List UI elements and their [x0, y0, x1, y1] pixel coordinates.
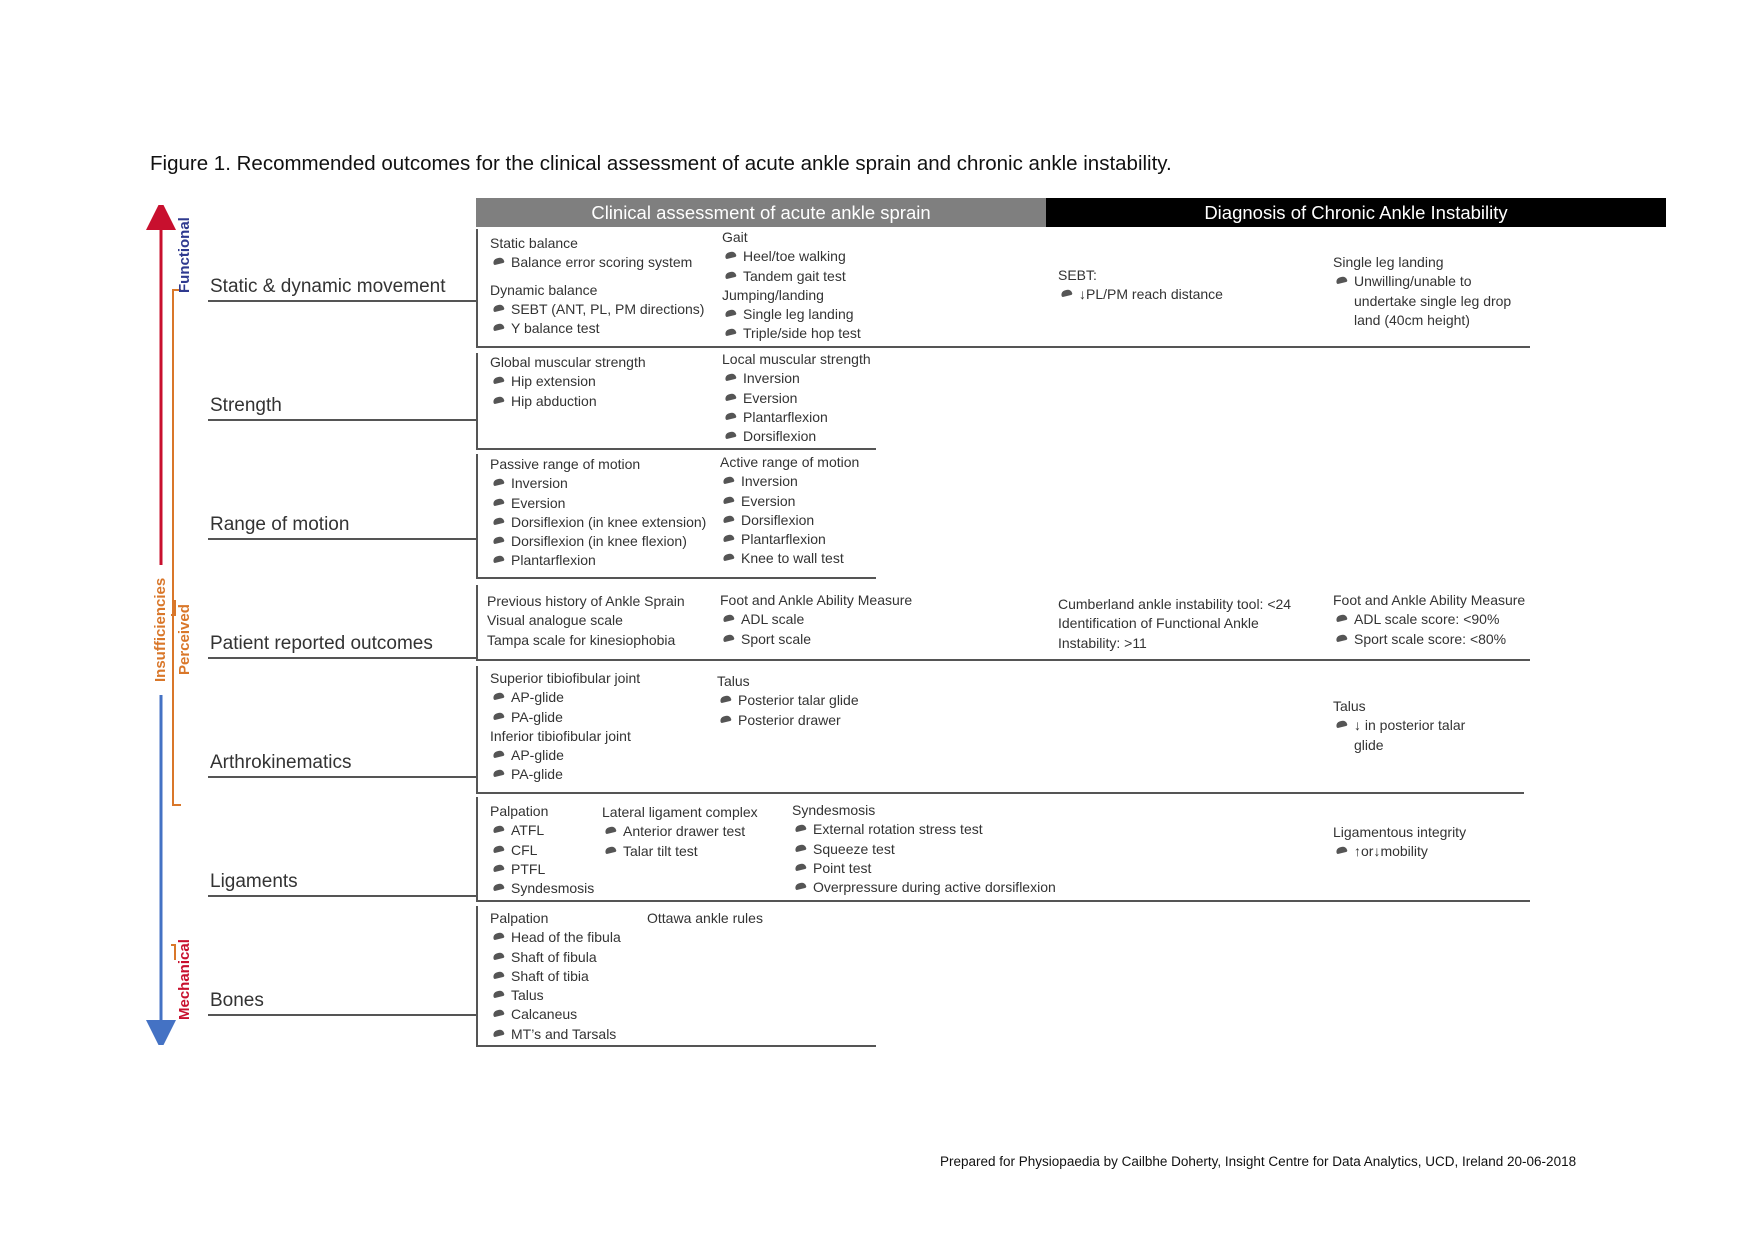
- row-bracket: [476, 666, 478, 794]
- list-item: External rotation stress test: [792, 820, 1056, 839]
- cell-syndesmosis: [792, 801, 1056, 897]
- list-item: Posterior talar glide: [717, 691, 859, 710]
- row-rule: [476, 900, 1530, 902]
- row-underline: [208, 776, 476, 778]
- cell-bone-palpation: [490, 909, 621, 1044]
- list-item: Inversion: [490, 474, 706, 493]
- text-line: Previous history of Ankle Sprain: [487, 593, 685, 609]
- cell-heading: Foot and Ankle Ability Measure: [1333, 592, 1526, 608]
- list-item: Shaft of tibia: [490, 967, 621, 986]
- cell-static-balance: [490, 234, 704, 338]
- list-item: PA-glide: [490, 708, 640, 727]
- cell-heading: SEBT:: [1058, 267, 1097, 283]
- cell-talus: [717, 672, 859, 730]
- list-item: Triple/side hop test: [722, 324, 861, 343]
- list-item: Balance error scoring system: [490, 253, 704, 272]
- list-item: Dorsiflexion: [720, 511, 859, 530]
- list-item: AP-glide: [490, 688, 640, 707]
- row-underline: [208, 1014, 476, 1016]
- row-underline: [208, 895, 476, 897]
- cell-global-strength: [490, 353, 646, 411]
- row-label-static-dynamic: Static & dynamic movement: [210, 276, 446, 297]
- list-item: PTFL: [490, 860, 594, 879]
- text-line: Tampa scale for kinesiophobia: [487, 631, 676, 648]
- list-item: CFL: [490, 841, 594, 860]
- cell-heading: Ottawa ankle rules: [647, 910, 763, 926]
- cell-heading: Static balance: [490, 235, 578, 251]
- list-item: ↓ in posterior talar glide: [1333, 716, 1493, 755]
- list-item: Point test: [792, 859, 1056, 878]
- list-item: Head of the fibula: [490, 928, 621, 947]
- cell-pro-faam: [720, 591, 912, 649]
- cell-heading: Active range of motion: [720, 454, 860, 470]
- cell-ottawa: [647, 909, 763, 928]
- list-item: Hip abduction: [490, 392, 646, 411]
- list-item: ADL scale: [720, 610, 912, 629]
- row-bracket: [476, 229, 478, 347]
- list-item: SEBT (ANT, PL, PM directions): [490, 300, 704, 319]
- row-rule: [476, 448, 876, 450]
- cell-heading: Global muscular strength: [490, 354, 646, 370]
- list-item: Eversion: [490, 494, 706, 513]
- cell-ligament-palpation: [490, 802, 594, 898]
- cell-gait: [722, 228, 861, 344]
- mechanical-bracket: [171, 945, 175, 960]
- list-item: Plantarflexion: [720, 530, 859, 549]
- cell-heading: Jumping/landing: [722, 286, 824, 303]
- text-line: Cumberland ankle instability tool: <24: [1058, 596, 1292, 612]
- row-label-bones: Bones: [210, 990, 264, 1011]
- text-line: Identification of Functional Ankle: [1058, 615, 1259, 632]
- row-underline: [208, 538, 476, 540]
- list-item: Inversion: [722, 369, 871, 388]
- row-bracket: [476, 585, 478, 661]
- row-bracket: [476, 353, 478, 450]
- row-bracket: [476, 797, 478, 902]
- list-item: Dorsiflexion (in knee flexion): [490, 532, 706, 551]
- row-underline: [208, 300, 476, 302]
- cell-lateral-ligament: [602, 803, 758, 861]
- axis-label-mechanical: Mechanical: [176, 939, 193, 1020]
- cell-cai-ligamentous: [1333, 823, 1466, 862]
- row-label-ligaments: Ligaments: [210, 871, 298, 892]
- row-rule: [476, 792, 1524, 794]
- cell-heading: Lateral ligament complex: [602, 804, 758, 820]
- list-item: Sport scale score: <80%: [1333, 630, 1525, 649]
- cell-heading: Palpation: [490, 910, 549, 926]
- list-item: Shaft of fibula: [490, 948, 621, 967]
- list-item: AP-glide: [490, 746, 640, 765]
- text-line: Visual analogue scale: [487, 612, 623, 629]
- row-label-range-of-motion: Range of motion: [210, 514, 350, 535]
- cell-cai-single-leg-landing: [1333, 253, 1533, 330]
- list-item: Single leg landing: [722, 305, 861, 324]
- list-item: Sport scale: [720, 630, 912, 649]
- cell-pro-history: [487, 592, 685, 650]
- list-item: Y balance test: [490, 319, 704, 338]
- cell-cai-talus: [1333, 697, 1493, 755]
- row-bracket: [476, 454, 478, 579]
- cell-heading: Talus: [717, 673, 750, 689]
- cell-heading: Passive range of motion: [490, 456, 641, 472]
- footer-credit: Prepared for Physiopaedia by Cailbhe Doherty, Insight Centre for Data Analytics, UCD, Ireland 20-06-2018: [940, 1154, 1577, 1169]
- list-item: Syndesmosis: [490, 879, 594, 898]
- row-rule: [476, 659, 1530, 661]
- list-item: Inversion: [720, 472, 859, 491]
- list-item: Heel/toe walking: [722, 247, 861, 266]
- cell-heading: Single leg landing: [1333, 254, 1444, 270]
- row-rule: [476, 346, 1530, 348]
- list-item: ↑or↓mobility: [1333, 842, 1466, 861]
- row-bracket: [476, 906, 478, 1047]
- list-item: ADL scale score: <90%: [1333, 610, 1525, 629]
- list-item: Overpressure during active dorsiflexion: [792, 878, 1056, 897]
- row-rule: [476, 577, 876, 579]
- list-item: PA-glide: [490, 765, 640, 784]
- row-underline: [208, 419, 476, 421]
- list-item: Anterior drawer test: [602, 822, 758, 841]
- list-item: Eversion: [722, 389, 871, 408]
- cell-heading: Inferior tibiofibular joint: [490, 727, 631, 744]
- cell-active-rom: [720, 453, 859, 569]
- list-item: Talus: [490, 986, 621, 1005]
- cell-cai-cumberland: [1058, 595, 1291, 653]
- cell-heading: Palpation: [490, 803, 549, 819]
- cell-heading: Local muscular strength: [722, 351, 871, 367]
- text-line: Instability: >11: [1058, 634, 1147, 651]
- axis-label-insufficiencies: Insufficiencies: [152, 577, 169, 682]
- list-item: Plantarflexion: [722, 408, 871, 427]
- cell-passive-rom: [490, 455, 706, 571]
- figure-label: Figure 1.: [150, 152, 231, 175]
- figure-caption: [150, 152, 1172, 176]
- row-underline: [208, 657, 476, 659]
- figure-caption-text: Recommended outcomes for the clinical assessment of acute ankle sprain and chronic ankle instability.: [236, 152, 1172, 175]
- header-acute-assessment: Clinical assessment of acute ankle sprain: [476, 198, 1046, 227]
- cell-heading: Superior tibiofibular joint: [490, 670, 641, 686]
- row-rule: [476, 1045, 876, 1047]
- cell-cai-faam: [1333, 591, 1525, 649]
- cell-heading: Syndesmosis: [792, 802, 876, 818]
- list-item: Unwilling/unable to undertake single leg drop land (40cm height): [1333, 272, 1533, 330]
- cell-tibiofibular: [490, 669, 640, 785]
- row-label-patient-reported: Patient reported outcomes: [210, 633, 433, 654]
- list-item: ↓PL/PM reach distance: [1058, 285, 1223, 304]
- row-label-strength: Strength: [210, 395, 282, 416]
- cell-heading: Ligamentous integrity: [1333, 824, 1467, 840]
- list-item: Calcaneus: [490, 1005, 621, 1024]
- list-item: Plantarflexion: [490, 551, 706, 570]
- list-item: Eversion: [720, 492, 859, 511]
- cell-local-strength: [722, 350, 871, 446]
- list-item: Dorsiflexion: [722, 427, 871, 446]
- list-item: Posterior drawer: [717, 711, 859, 730]
- axis-label-perceived: Perceived: [176, 604, 193, 675]
- list-item: Knee to wall test: [720, 549, 859, 568]
- axis-label-functional: Functional: [176, 217, 193, 293]
- list-item: Tandem gait test: [722, 267, 861, 286]
- list-item: ATFL: [490, 821, 594, 840]
- cell-heading: Gait: [722, 229, 748, 245]
- perceived-bracket: [173, 290, 181, 805]
- cell-cai-sebt: [1058, 266, 1223, 305]
- header-chronic-instability: Diagnosis of Chronic Ankle Instability: [1046, 198, 1666, 227]
- row-label-arthrokinematics: Arthrokinematics: [210, 752, 352, 773]
- list-item: Dorsiflexion (in knee extension): [490, 513, 706, 532]
- cell-heading: Dynamic balance: [490, 281, 598, 298]
- list-item: Talar tilt test: [602, 842, 758, 861]
- cell-heading: Foot and Ankle Ability Measure: [720, 592, 913, 608]
- list-item: Squeeze test: [792, 840, 1056, 859]
- list-item: MT’s and Tarsals: [490, 1025, 621, 1044]
- list-item: Hip extension: [490, 372, 646, 391]
- cell-heading: Talus: [1333, 698, 1366, 714]
